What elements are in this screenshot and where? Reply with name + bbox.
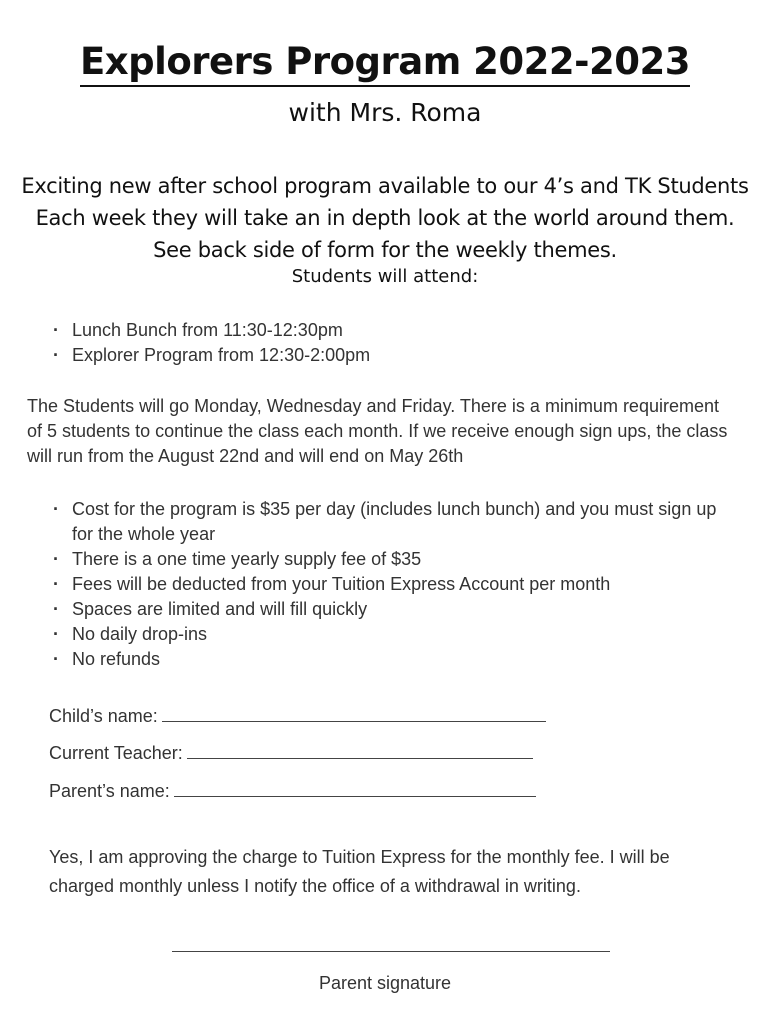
terms-list [50,497,730,672]
current-teacher-label: Current Teacher: [49,743,183,763]
list-item: · Explorer Program from 12:30-2:00pm [50,343,370,368]
list-item: · Cost for the program is $35 per day (includes lunch bunch) and you must sign up for the whole year [50,497,730,547]
parent-name-field [49,778,536,802]
child-name-field [49,703,546,727]
list-item: · No refunds [50,647,730,672]
parent-name-label: Parent’s name: [49,781,170,801]
child-name-input-line[interactable] [162,703,546,722]
intro-line: See back side of form for the weekly themes. [153,238,617,262]
intro-line: Each week they will take an in depth look at the world around them. [35,206,735,230]
child-name-label: Child’s name: [49,706,158,726]
page-subtitle: with Mrs. Roma [288,98,482,127]
intro-text [0,170,770,266]
parent-name-input-line[interactable] [174,778,536,797]
page-title [0,40,770,83]
page-title-text: Explorers Program 2022-2023 [80,40,690,87]
approval-statement: Yes, I am approving the charge to Tuition Express for the monthly fee. I will be charged monthly unless I notify the office of a withdrawal in writing. [49,847,670,896]
schedule-list [50,318,370,368]
current-teacher-field [49,740,533,764]
list-item: · Fees will be deducted from your Tuition Express Account per month [50,572,730,597]
current-teacher-input-line[interactable] [187,740,533,759]
intro-line: Exciting new after school program available to our 4’s and TK Students [21,174,749,198]
list-item: · No daily drop-ins [50,622,730,647]
list-item: · Lunch Bunch from 11:30-12:30pm [50,318,370,343]
list-item: · Spaces are limited and will fill quickly [50,597,730,622]
signature-label: Parent signature [318,973,452,993]
attend-label: Students will attend: [291,266,479,287]
signature-line[interactable] [172,951,610,952]
attendance-paragraph: The Students will go Monday, Wednesday and Friday. There is a minimum requirement of 5 students to continue the class each month. If we receive enough sign ups, the class will run from the August 22nd and will end on May 26th [27,396,728,466]
list-item: · There is a one time yearly supply fee of $35 [50,547,730,572]
